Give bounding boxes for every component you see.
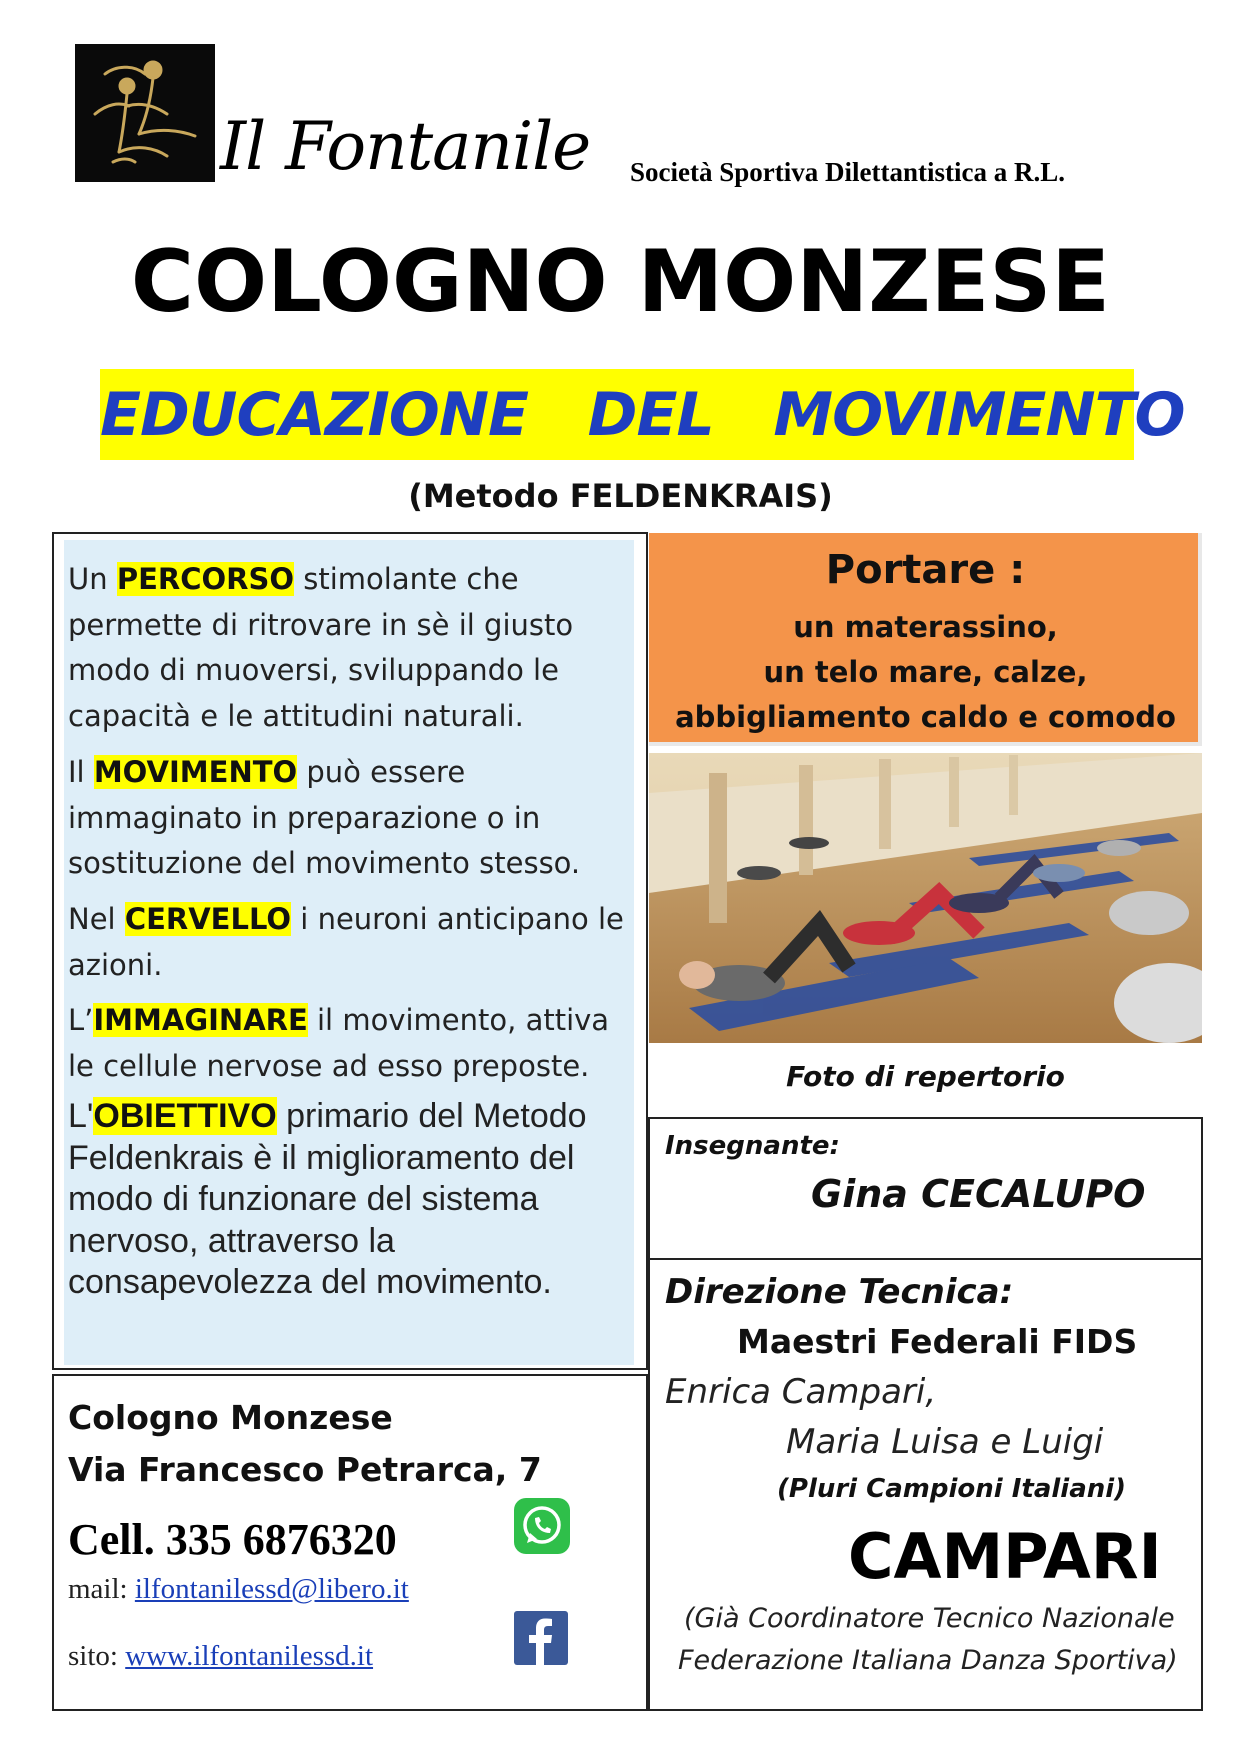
mail-link[interactable]: ilfontanilessd@libero.it: [134, 1573, 409, 1605]
paragraph-text: il movimento, attiva le cellule nervose ad esso preposte.: [68, 1003, 610, 1083]
paragraph-prefix: Nel: [68, 902, 125, 936]
direction-note: (Già Coordinatore Tecnico Nazionale: [684, 1603, 1175, 1634]
photo-caption: Foto di repertorio: [786, 1060, 1065, 1093]
brand-name: Il Fontanile: [220, 108, 591, 185]
keyword-highlight: CERVELLO: [124, 902, 292, 936]
direction-note: Federazione Italiana Danza Sportiva): [678, 1645, 1178, 1676]
contact-site: [68, 1640, 373, 1673]
description-paragraph: [68, 1096, 638, 1304]
keyword-highlight: IMMAGINARE: [93, 1003, 308, 1037]
city-title: COLOGNO MONZESE: [130, 232, 1111, 332]
description-paragraph: [68, 750, 638, 887]
keyword-highlight: OBIETTIVO: [93, 1097, 277, 1135]
teacher-label: Insegnante:: [665, 1131, 840, 1161]
contact-mail: [68, 1573, 409, 1606]
site-label: sito:: [68, 1640, 126, 1672]
paragraph-prefix: L': [68, 1097, 94, 1135]
site-link[interactable]: www.ilfontanilessd.it: [125, 1640, 374, 1672]
contact-phone: Cell. 335 6876320: [68, 1515, 397, 1564]
paragraph-text: può essere immaginato in preparazione o in sostituzione del movimento stesso.: [68, 755, 581, 880]
direction-name-line: Enrica Campari,: [665, 1372, 937, 1412]
course-title: EDUCAZIONE DEL MOVIMENTO: [100, 380, 1185, 450]
logo: [75, 44, 215, 182]
direction-name-line: Maria Luisa e Luigi: [786, 1422, 1104, 1462]
whatsapp-icon[interactable]: [513, 1497, 571, 1555]
description-paragraph: [68, 557, 638, 739]
bring-item: un telo mare, calze,: [763, 655, 1088, 689]
paragraph-text: i neuroni anticipano le azioni.: [68, 902, 624, 982]
contact-address: Via Francesco Petrarca, 7: [68, 1450, 542, 1489]
dancer-logo-icon: [75, 44, 215, 182]
direction-label: Direzione Tecnica:: [665, 1272, 1014, 1312]
description-paragraph: [68, 998, 638, 1089]
teacher-name: Gina CECALUPO: [811, 1172, 1146, 1216]
paragraph-prefix: L’: [68, 1003, 94, 1037]
paragraph-text: stimolante che permette di ritrovare in sè il giusto modo di muoversi, sviluppando le capacità e le attitudini naturali.: [68, 562, 574, 733]
direction-surname: CAMPARI: [848, 1520, 1162, 1593]
facebook-icon[interactable]: [514, 1611, 568, 1665]
paragraph-prefix: Un: [68, 562, 117, 596]
direction-masters: Maestri Federali FIDS: [737, 1322, 1138, 1361]
direction-champions: (Pluri Campioni Italiani): [777, 1474, 1127, 1504]
class-photo: [649, 753, 1202, 1043]
bring-item: un materassino,: [793, 610, 1058, 644]
method-subtitle: (Metodo FELDENKRAIS): [408, 477, 833, 515]
keyword-highlight: MOVIMENTO: [93, 755, 298, 789]
brand-subtitle: Società Sportiva Dilettantistica a R.L.: [630, 157, 1065, 187]
paragraph-prefix: Il: [68, 755, 94, 789]
bring-item: abbigliamento caldo e comodo: [675, 700, 1176, 734]
description-paragraph: [68, 897, 638, 988]
paragraph-text: primario del Metodo Feldenkrais è il miglioramento del modo di funzionare del sistema nervoso, attraverso la consapevolezza del movimento.: [68, 1097, 587, 1301]
mail-label: mail:: [68, 1573, 135, 1605]
keyword-highlight: PERCORSO: [116, 562, 295, 596]
contact-city: Cologno Monzese: [68, 1398, 393, 1437]
bring-title: Portare :: [825, 547, 1026, 593]
